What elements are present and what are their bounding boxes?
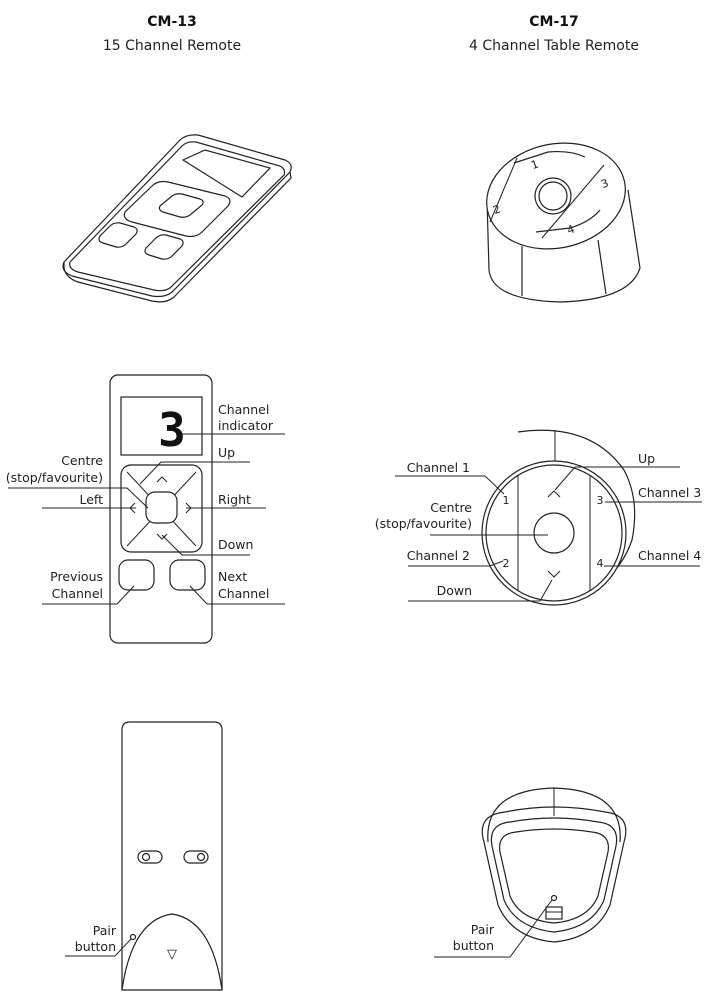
cm17-front-view	[482, 430, 635, 605]
cm13-name-subtitle: 15 Channel Remote	[102, 38, 242, 54]
battery-compartment-icon	[546, 907, 562, 919]
cm17-name-subtitle: 4 Channel Table Remote	[469, 38, 639, 54]
battery-cover-arrow-icon: ▽	[167, 947, 177, 962]
cm17-down-label: Down	[436, 583, 472, 598]
cm13-pair-label-line2: button	[74, 939, 116, 954]
cm17-back-view	[482, 788, 626, 942]
cm17-centre-label-line2: (stop/favourite)	[374, 516, 472, 531]
next-channel-label-line1: Next	[218, 569, 248, 584]
cm13-centre-label-line1: Centre	[61, 453, 103, 468]
cm17-iso-number-3: 3	[599, 176, 611, 192]
cm17-pair-label-line1: Pair	[470, 922, 494, 937]
channel-1-label: Channel 1	[406, 460, 470, 475]
cm13-centre-button	[146, 492, 177, 523]
cm17-segment-number-1: 1	[502, 494, 510, 507]
previous-channel-button	[119, 560, 154, 590]
cm13-model-title: CM-13	[147, 14, 197, 30]
cm17-centre-label-line1: Centre	[430, 500, 472, 515]
cm13-up-label: Up	[218, 445, 236, 460]
cm13-front-view	[110, 375, 212, 643]
cm13-left-label: Left	[79, 492, 103, 507]
cm17-iso-number-1: 1	[529, 157, 541, 173]
cm17-isometric-illustration	[477, 131, 640, 302]
cm17-model-title: CM-17	[529, 14, 579, 30]
cm13-right-label: Right	[218, 492, 251, 507]
cm13-pair-label-line1: Pair	[92, 923, 116, 938]
cm17-segment-number-4: 4	[596, 557, 604, 570]
channel-indicator-label-line2: indicator	[218, 418, 274, 433]
previous-channel-label-line1: Previous	[50, 569, 103, 584]
cm17-pair-label-line2: button	[452, 938, 494, 953]
cm17-segment-number-3: 3	[596, 494, 604, 507]
cm17-centre-button	[534, 513, 574, 553]
channel-2-label: Channel 2	[406, 548, 470, 563]
channel-indicator-label-line1: Channel	[218, 402, 270, 417]
next-channel-button	[170, 560, 205, 590]
channel-3-label: Channel 3	[638, 485, 702, 500]
cm13-down-label: Down	[218, 537, 254, 552]
channel-display-digit: 3	[158, 403, 186, 457]
channel-4-label: Channel 4	[638, 548, 702, 563]
cm13-isometric-illustration	[63, 135, 291, 302]
cm17-segment-number-2: 2	[502, 557, 510, 570]
cm17-iso-number-4: 4	[565, 222, 577, 238]
cm13-back-view	[122, 722, 222, 990]
cm17-iso-number-2: 2	[491, 202, 503, 218]
cm17-pair-button	[552, 896, 557, 901]
cm17-up-label: Up	[638, 451, 656, 466]
next-channel-label-line2: Channel	[218, 586, 270, 601]
previous-channel-label-line2: Channel	[51, 586, 103, 601]
cm13-centre-label-line2: (stop/favourite)	[5, 470, 103, 485]
